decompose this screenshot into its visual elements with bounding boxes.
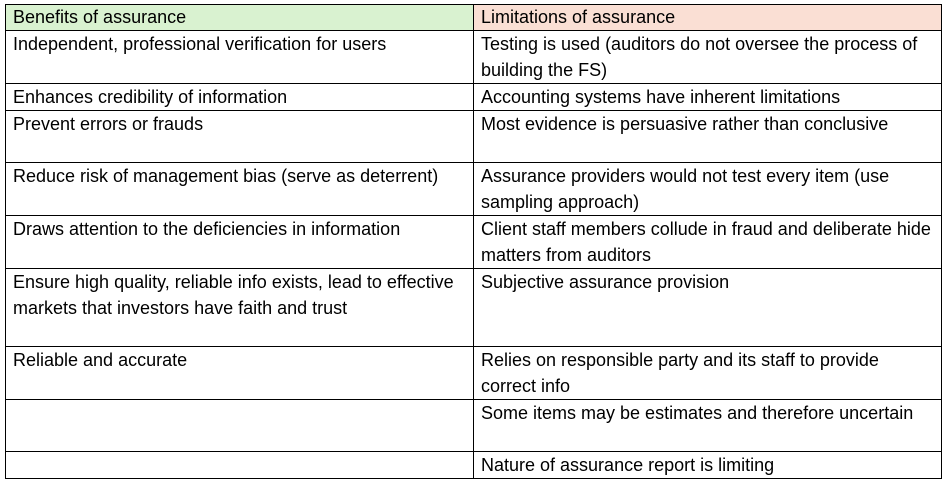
limitation-cell: Assurance providers would not test every item (use sampling approach) (474, 163, 942, 216)
header-row (6, 5, 942, 31)
benefit-cell: Ensure high quality, reliable info exists, lead to effective markets that investors have faith and trust (6, 269, 474, 347)
limitation-cell: Some items may be estimates and therefore uncertain (474, 400, 942, 452)
limitation-cell: Subjective assurance provision (474, 269, 942, 347)
benefit-cell: Reliable and accurate (6, 347, 474, 400)
benefit-cell: Enhances credibility of information (6, 84, 474, 111)
limitation-cell: Accounting systems have inherent limitations (474, 84, 942, 111)
limitation-cell: Nature of assurance report is limiting (474, 452, 942, 479)
benefits-header: Benefits of assurance (6, 5, 474, 31)
assurance-table (5, 4, 942, 479)
limitation-cell: Relies on responsible party and its staff to provide correct info (474, 347, 942, 400)
benefit-cell: Independent, professional verification for users (6, 31, 474, 84)
benefit-cell: Reduce risk of management bias (serve as deterrent) (6, 163, 474, 216)
table-row (6, 84, 942, 111)
table-row (6, 31, 942, 84)
limitation-cell: Most evidence is persuasive rather than conclusive (474, 111, 942, 163)
table-row (6, 216, 942, 269)
table-row (6, 111, 942, 163)
table-row (6, 269, 942, 347)
limitations-header: Limitations of assurance (474, 5, 942, 31)
benefit-cell (6, 452, 474, 479)
benefit-cell (6, 400, 474, 452)
limitation-cell: Testing is used (auditors do not oversee the process of building the FS) (474, 31, 942, 84)
table-row (6, 400, 942, 452)
table-row (6, 347, 942, 400)
limitation-cell: Client staff members collude in fraud and deliberate hide matters from auditors (474, 216, 942, 269)
table-row (6, 452, 942, 479)
benefit-cell: Draws attention to the deficiencies in information (6, 216, 474, 269)
table-row (6, 163, 942, 216)
benefit-cell: Prevent errors or frauds (6, 111, 474, 163)
